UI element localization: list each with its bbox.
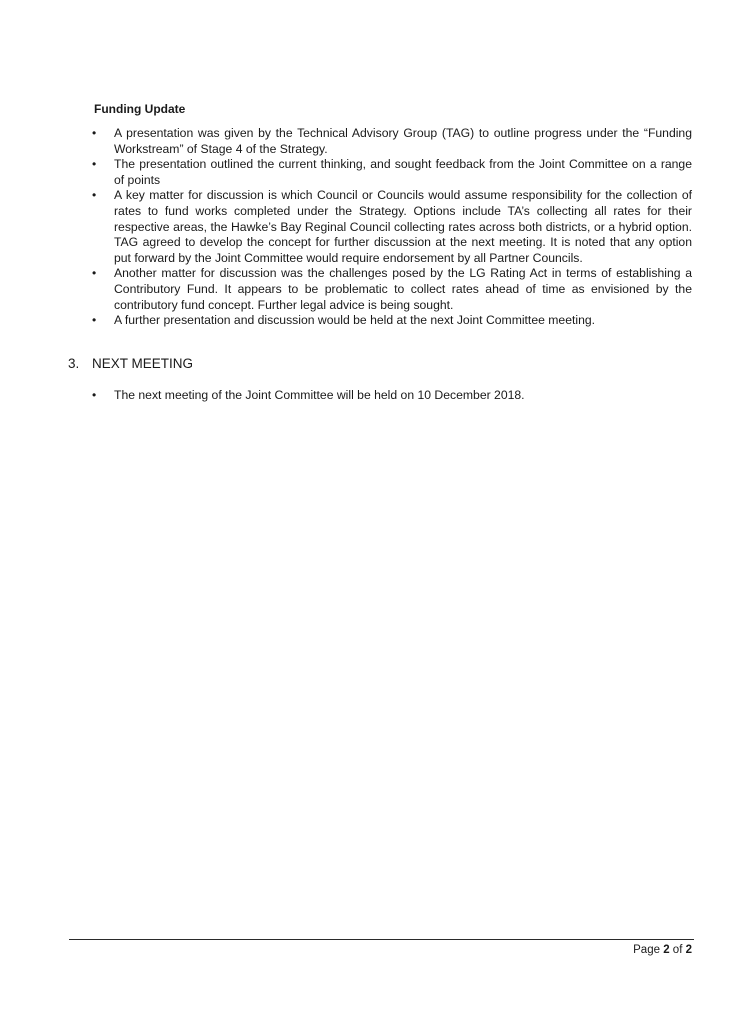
bullet-text: Another matter for discussion was the challenges posed by the LG Rating Act in terms of establishing a Contributory Fund. It appears to be problematic to collect rates ahead of time as envisioned by the contributory fund concept. Further legal advice is being sought. [114,266,692,312]
page-current: 2 [663,944,670,956]
list-item [0,266,692,313]
bullet-icon: • [92,388,97,402]
list-item [0,188,692,266]
list-item [0,157,692,188]
bullet-icon: • [92,157,97,172]
page-number [633,944,692,956]
bullet-text: The presentation outlined the current thinking, and sought feedback from the Joint Committee on a range of points [114,157,692,187]
bullet-text: The next meeting of the Joint Committee will be held on 10 December 2018. [114,388,525,402]
section-number: 3. [68,356,80,371]
next-meeting-heading [68,356,193,371]
bullet-icon: • [92,126,97,140]
list-item [0,126,692,157]
bullet-text: A key matter for discussion is which Council or Councils would assume responsibility for the collection of rates to fund works completed under the Strategy. Options include TA’s collecting all rates for their respective areas, the Hawke’s Bay Reginal Council collecting rates across both districts, or a hybrid option. TAG agreed to develop the concept for further discussion at the next meeting. It is noted that any option put forward by the Joint Committee would require endorsement by all Partner Councils. [114,188,692,265]
page-of: of [672,944,683,956]
bullet-icon: • [92,313,97,328]
footer-divider [69,939,694,940]
funding-bullet-list [0,126,692,329]
funding-update-subtitle: Funding Update [94,102,186,116]
list-item [0,388,692,404]
next-meeting-bullet-list [0,388,692,404]
page-total: 2 [685,944,692,956]
page-label: Page [633,944,660,956]
bullet-text: A further presentation and discussion would be held at the next Joint Committee meeting. [114,313,596,328]
section-title: NEXT MEETING [92,356,194,371]
list-item [0,313,692,329]
bullet-text: A presentation was given by the Technical Advisory Group (TAG) to outline progress under the “Funding Workstream” of Stage 4 of the Strategy. [114,126,692,156]
bullet-icon: • [92,188,97,203]
bullet-icon: • [92,266,97,281]
